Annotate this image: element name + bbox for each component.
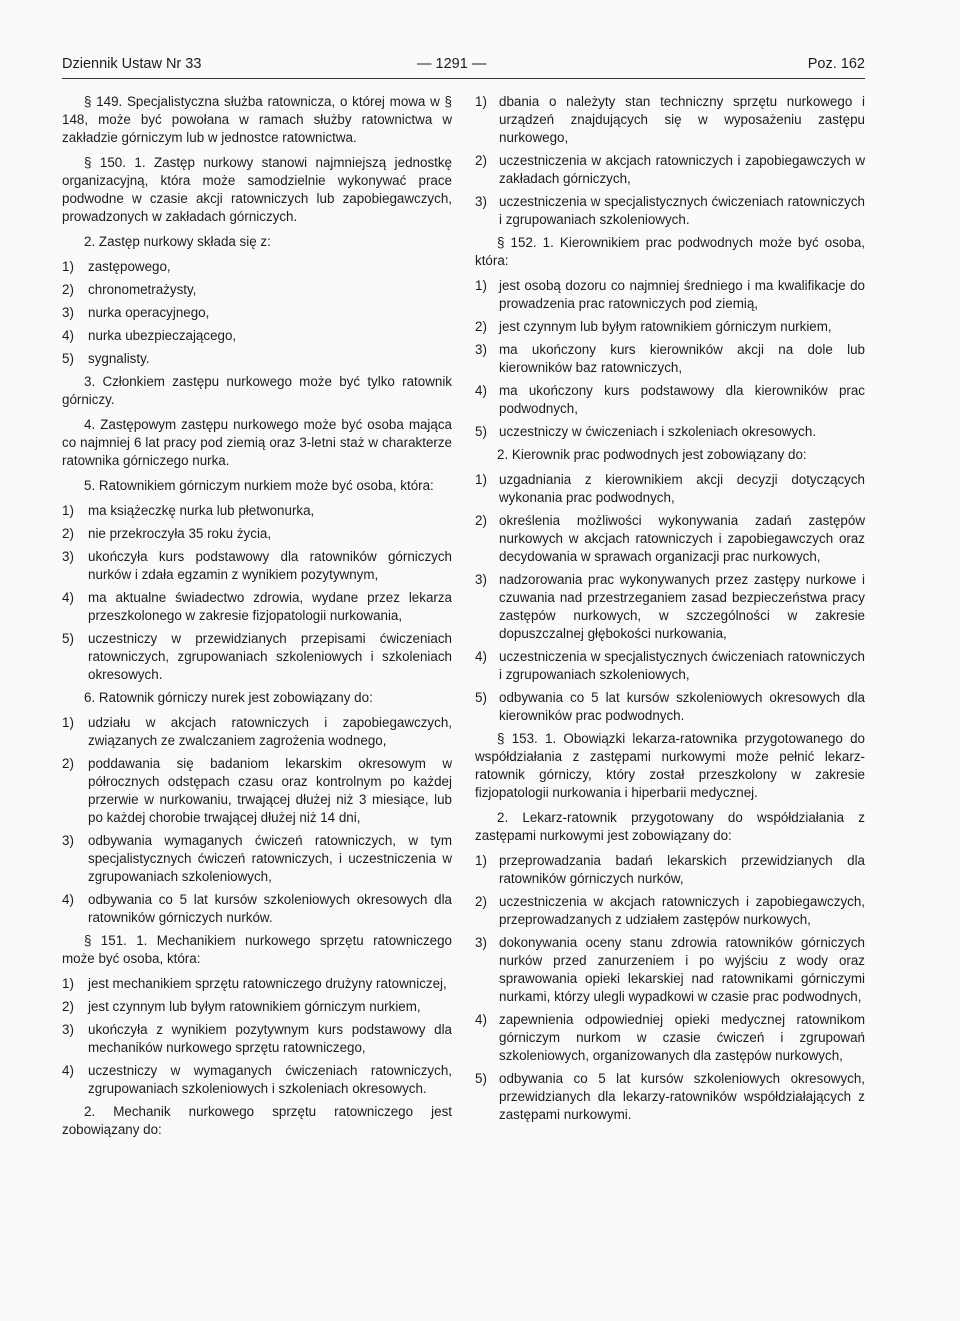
list-item xyxy=(62,891,452,927)
journal-title: Dziennik Ustaw Nr 33 xyxy=(62,56,202,72)
list-item-number: 1) xyxy=(62,503,74,518)
list-item xyxy=(475,93,865,147)
list-item-text: jest czynnym lub byłym ratownikiem górniczym nurkiem, xyxy=(88,999,421,1014)
paragraph: § 149. Specjalistyczna służba ratownicza, o której mowa w § 148, może być powołana w ramach służby ratownictwa w zakładzie górniczym lub w jednostce ratownictwa. xyxy=(62,94,452,145)
paragraph: 2. Mechanik nurkowego sprzętu ratowniczego jest zobowiązany do: xyxy=(62,1104,452,1137)
list-item-number: 2) xyxy=(62,756,74,771)
position-number: Poz. 162 xyxy=(807,56,865,72)
list-item xyxy=(475,471,865,507)
list-item-text: dokonywania oceny stanu zdrowia ratowników górniczych nurków przed zanurzeniem i po wyjściu z wody oraz sprawowania opieki lekarskiej nad ratownikami górniczymi nurkami, którzy ulegli wypadkowi w czasie prac podwodnych, xyxy=(499,935,865,1004)
list-item-number: 3) xyxy=(475,572,487,587)
list-item xyxy=(62,350,452,368)
list-item-number: 4) xyxy=(475,1012,487,1027)
list-item-number: 4) xyxy=(62,1063,74,1078)
list-item-number: 4) xyxy=(475,383,487,398)
list-item xyxy=(62,630,452,684)
list-item-text: ma aktualne świadectwo zdrowia, wydane przez lekarza przeszkolonego w zakresie fizjopatologii nurkowania, xyxy=(88,590,452,623)
list-item xyxy=(62,998,452,1016)
list-item xyxy=(475,893,865,929)
list-item-text: poddawania się badaniom lekarskim okresowym w półrocznych odstępach czasu oraz kontrolnym po każdej przerwie w nurkowaniu, trwającej dłużej niż 3 miesiące, lub po każdej chorobie trwającej dłużej niż 14 dni, xyxy=(88,756,452,825)
list-item xyxy=(62,525,452,543)
list-item xyxy=(62,714,452,750)
page-number: — 1291 — xyxy=(417,56,487,72)
list-item-text: przeprowadzania badań lekarskich przewidzianych dla ratowników górniczych nurków, xyxy=(499,853,865,886)
list-item-number: 3) xyxy=(475,342,487,357)
list-item xyxy=(475,341,865,377)
list-item-number: 4) xyxy=(62,590,74,605)
list-item xyxy=(475,318,865,336)
list-item-number: 5) xyxy=(475,690,487,705)
list-item xyxy=(62,548,452,584)
list-item-text: odbywania co 5 lat kursów szkoleniowych okresowych dla ratowników górniczych nurków. xyxy=(88,892,452,925)
list-item-number: 3) xyxy=(475,935,487,950)
list-item xyxy=(62,258,452,276)
list-item-number: 1) xyxy=(475,472,487,487)
list-item-text: zastępowego, xyxy=(88,259,171,274)
paragraph: § 152. 1. Kierownikiem prac podwodnych może być osoba, która: xyxy=(475,235,865,268)
list-item-text: ma ukończony kurs podstawowy dla kierowników prac podwodnych, xyxy=(499,383,865,416)
list-item-number: 2) xyxy=(62,999,74,1014)
list-item-text: ukończyła z wynikiem pozytywnym kurs podstawowy dla mechaników nurkowego sprzętu ratowniczego, xyxy=(88,1022,452,1055)
list-item-number: 5) xyxy=(475,424,487,439)
list-item xyxy=(62,975,452,993)
list-item xyxy=(62,502,452,520)
list-item-number: 2) xyxy=(62,526,74,541)
list-item xyxy=(62,1021,452,1057)
list-item-text: ukończyła kurs podstawowy dla ratowników górniczych nurków i zdała egzamin z wynikiem pozytywnym, xyxy=(88,549,452,582)
list-item-text: chronometrażysty, xyxy=(88,282,197,297)
list-item xyxy=(62,281,452,299)
right-column xyxy=(475,93,865,1129)
list-item-text: odbywania wymaganych ćwiczeń ratowniczych, w tym specjalistycznych ćwiczeń ratowniczych, i uczestniczenia w zgrupowaniach szkoleniowych, xyxy=(88,833,452,884)
list-item-number: 2) xyxy=(475,319,487,334)
list-item-number: 5) xyxy=(62,631,74,646)
page-header xyxy=(62,54,865,79)
paragraph: 2. Lekarz-ratownik przygotowany do współdziałania z zastępami nurkowymi jest zobowiązany do: xyxy=(475,810,865,843)
list-item-text: odbywania co 5 lat kursów szkoleniowych okresowych dla kierowników prac podwodnych. xyxy=(499,690,865,723)
list-item-text: odbywania co 5 lat kursów szkoleniowych okresowych, przewidzianych dla lekarzy-ratowników współdziałających z zastępami nurkowymi. xyxy=(499,1071,865,1122)
list-item-text: sygnalisty. xyxy=(88,351,150,366)
list-item-number: 1) xyxy=(62,259,74,274)
list-item xyxy=(62,327,452,345)
list-item-text: ma książeczkę nurka lub płetwonurka, xyxy=(88,503,315,518)
list-item xyxy=(62,589,452,625)
list-item-text: jest czynnym lub byłym ratownikiem górniczym nurkiem, xyxy=(499,319,832,334)
list-item-text: udziału w akcjach ratowniczych i zapobiegawczych, związanych ze zwalczaniem zagrożenia wodnego, xyxy=(88,715,452,748)
list-item xyxy=(62,304,452,322)
paragraph: § 153. 1. Obowiązki lekarza-ratownika przygotowanego do współdziałania z zastępami nurkowymi może pełnić lekarz-ratownik górniczy, który został przeszkolony w zakresie fizjopatologii nurkowania i hiperbarii medycznej. xyxy=(475,731,865,800)
list-item-number: 2) xyxy=(475,513,487,528)
list-item-text: uzgadniania z kierownikiem akcji decyzji dotyczących wykonania prac podwodnych, xyxy=(499,472,865,505)
list-item-number: 5) xyxy=(62,351,74,366)
list-item xyxy=(475,152,865,188)
list-item-text: uczestniczenia w akcjach ratowniczych i zapobiegawczych w zakładach górniczych, xyxy=(499,153,865,186)
list-item-number: 3) xyxy=(62,1022,74,1037)
list-item-number: 1) xyxy=(475,94,487,109)
list-item-text: ma ukończony kurs kierowników akcji na dole lub kierowników baz ratowniczych, xyxy=(499,342,865,375)
list-item-text: określenia możliwości wykonywania zadań zastępów nurkowych w akcjach ratowniczych i zapobiegawczych oraz decydowania w sprawach organizacji prac nurkowych, xyxy=(499,513,865,564)
list-item-text: uczestniczenia w specjalistycznych ćwiczeniach ratowniczych i zgrupowaniach szkoleniowych. xyxy=(499,194,865,227)
list-item xyxy=(475,512,865,566)
list-item-text: nurka operacyjnego, xyxy=(88,305,210,320)
list-item-text: uczestniczy w ćwiczeniach i szkoleniach okresowych. xyxy=(499,424,817,439)
list-item xyxy=(475,648,865,684)
list-item xyxy=(475,277,865,313)
list-item-number: 1) xyxy=(475,278,487,293)
list-item-number: 4) xyxy=(62,892,74,907)
list-item-number: 4) xyxy=(62,328,74,343)
list-item-text: uczestniczenia w specjalistycznych ćwiczeniach ratowniczych i zgrupowaniach szkoleniowych, xyxy=(499,649,865,682)
list-item-text: zapewnienia odpowiedniej opieki medycznej ratownikom górniczym nurkom w czasie ćwiczeń i zgrupowań szkoleniowych, organizowanych dla zastępów nurkowych, xyxy=(499,1012,865,1063)
list-item-number: 2) xyxy=(475,153,487,168)
paragraph: 5. Ratownikiem górniczym nurkiem może być osoba, która: xyxy=(84,478,434,493)
list-item-text: uczestniczy w wymaganych ćwiczeniach ratowniczych, zgrupowaniach szkoleniowych i szkoleniach okresowych. xyxy=(88,1063,452,1096)
paragraph: § 151. 1. Mechanikiem nurkowego sprzętu ratowniczego może być osoba, która: xyxy=(62,933,452,966)
list-item-number: 2) xyxy=(475,894,487,909)
list-item-text: nie przekroczyła 35 roku życia, xyxy=(88,526,272,541)
list-item xyxy=(475,934,865,1006)
list-item-text: jest mechanikiem sprzętu ratowniczego drużyny ratowniczej, xyxy=(88,976,447,991)
list-item-number: 5) xyxy=(475,1071,487,1086)
list-item xyxy=(475,1011,865,1065)
list-item-text: nadzorowania prac wykonywanych przez zastępy nurkowe i czuwania nad przestrzeganiem zasad bezpieczeństwa pracy zastępów nurkowych, w szczególności w zakresie dopuszczalnej głębokości nurkowania, xyxy=(499,572,865,641)
list-item-number: 3) xyxy=(62,833,74,848)
list-item-number: 1) xyxy=(475,853,487,868)
paragraph: 3. Członkiem zastępu nurkowego może być tylko ratownik górniczy. xyxy=(62,374,452,407)
list-item-text: uczestniczenia w akcjach ratowniczych i zapobiegawczych, przeprowadzanych z udziałem zastępów nurkowych, xyxy=(499,894,865,927)
list-item xyxy=(475,423,865,441)
list-item xyxy=(475,1070,865,1124)
section-heading: 2. Kierownik prac podwodnych jest zobowiązany do: xyxy=(497,447,807,462)
section-heading: 2. Zastęp nurkowy składa się z: xyxy=(84,234,271,249)
list-item-number: 1) xyxy=(62,976,74,991)
list-item-number: 4) xyxy=(475,649,487,664)
list-item-text: dbania o należyty stan techniczny sprzętu nurkowego i urządzeń znajdujących się w wyposażeniu zastępu nurkowego, xyxy=(499,94,865,145)
list-item xyxy=(62,755,452,827)
list-item xyxy=(62,832,452,886)
list-item-text: nurka ubezpieczającego, xyxy=(88,328,237,343)
list-item xyxy=(475,382,865,418)
list-item-number: 2) xyxy=(62,282,74,297)
list-item-number: 3) xyxy=(62,549,74,564)
list-item xyxy=(475,193,865,229)
list-item-text: jest osobą dozoru co najmniej średniego i ma kwalifikacje do prowadzenia prac ratowniczych pod ziemią, xyxy=(499,278,865,311)
paragraph: § 150. 1. Zastęp nurkowy stanowi najmniejszą jednostkę organizacyjną, która może samodzielnie wykonywać prace podwodne w czasie akcji ratowniczych lub zapobiegawczych, prowadzonych w zakładach górniczych. xyxy=(62,155,452,224)
list-item-number: 3) xyxy=(62,305,74,320)
section-heading: 6. Ratownik górniczy nurek jest zobowiązany do: xyxy=(84,690,373,705)
list-item-number: 1) xyxy=(62,715,74,730)
list-item xyxy=(475,571,865,643)
paragraph: 4. Zastępowym zastępu nurkowego może być osoba mająca co najmniej 6 lat pracy pod ziemią oraz 3-letni staż w charakterze ratownika górniczego nurka. xyxy=(62,417,452,468)
left-column xyxy=(62,93,452,1146)
list-item-text: uczestniczy w przewidzianych przepisami ćwiczeniach ratowniczych, zgrupowaniach szkoleniowych i szkoleniach okresowych. xyxy=(88,631,452,682)
list-item xyxy=(475,852,865,888)
list-item xyxy=(475,689,865,725)
list-item-number: 3) xyxy=(475,194,487,209)
list-item xyxy=(62,1062,452,1098)
